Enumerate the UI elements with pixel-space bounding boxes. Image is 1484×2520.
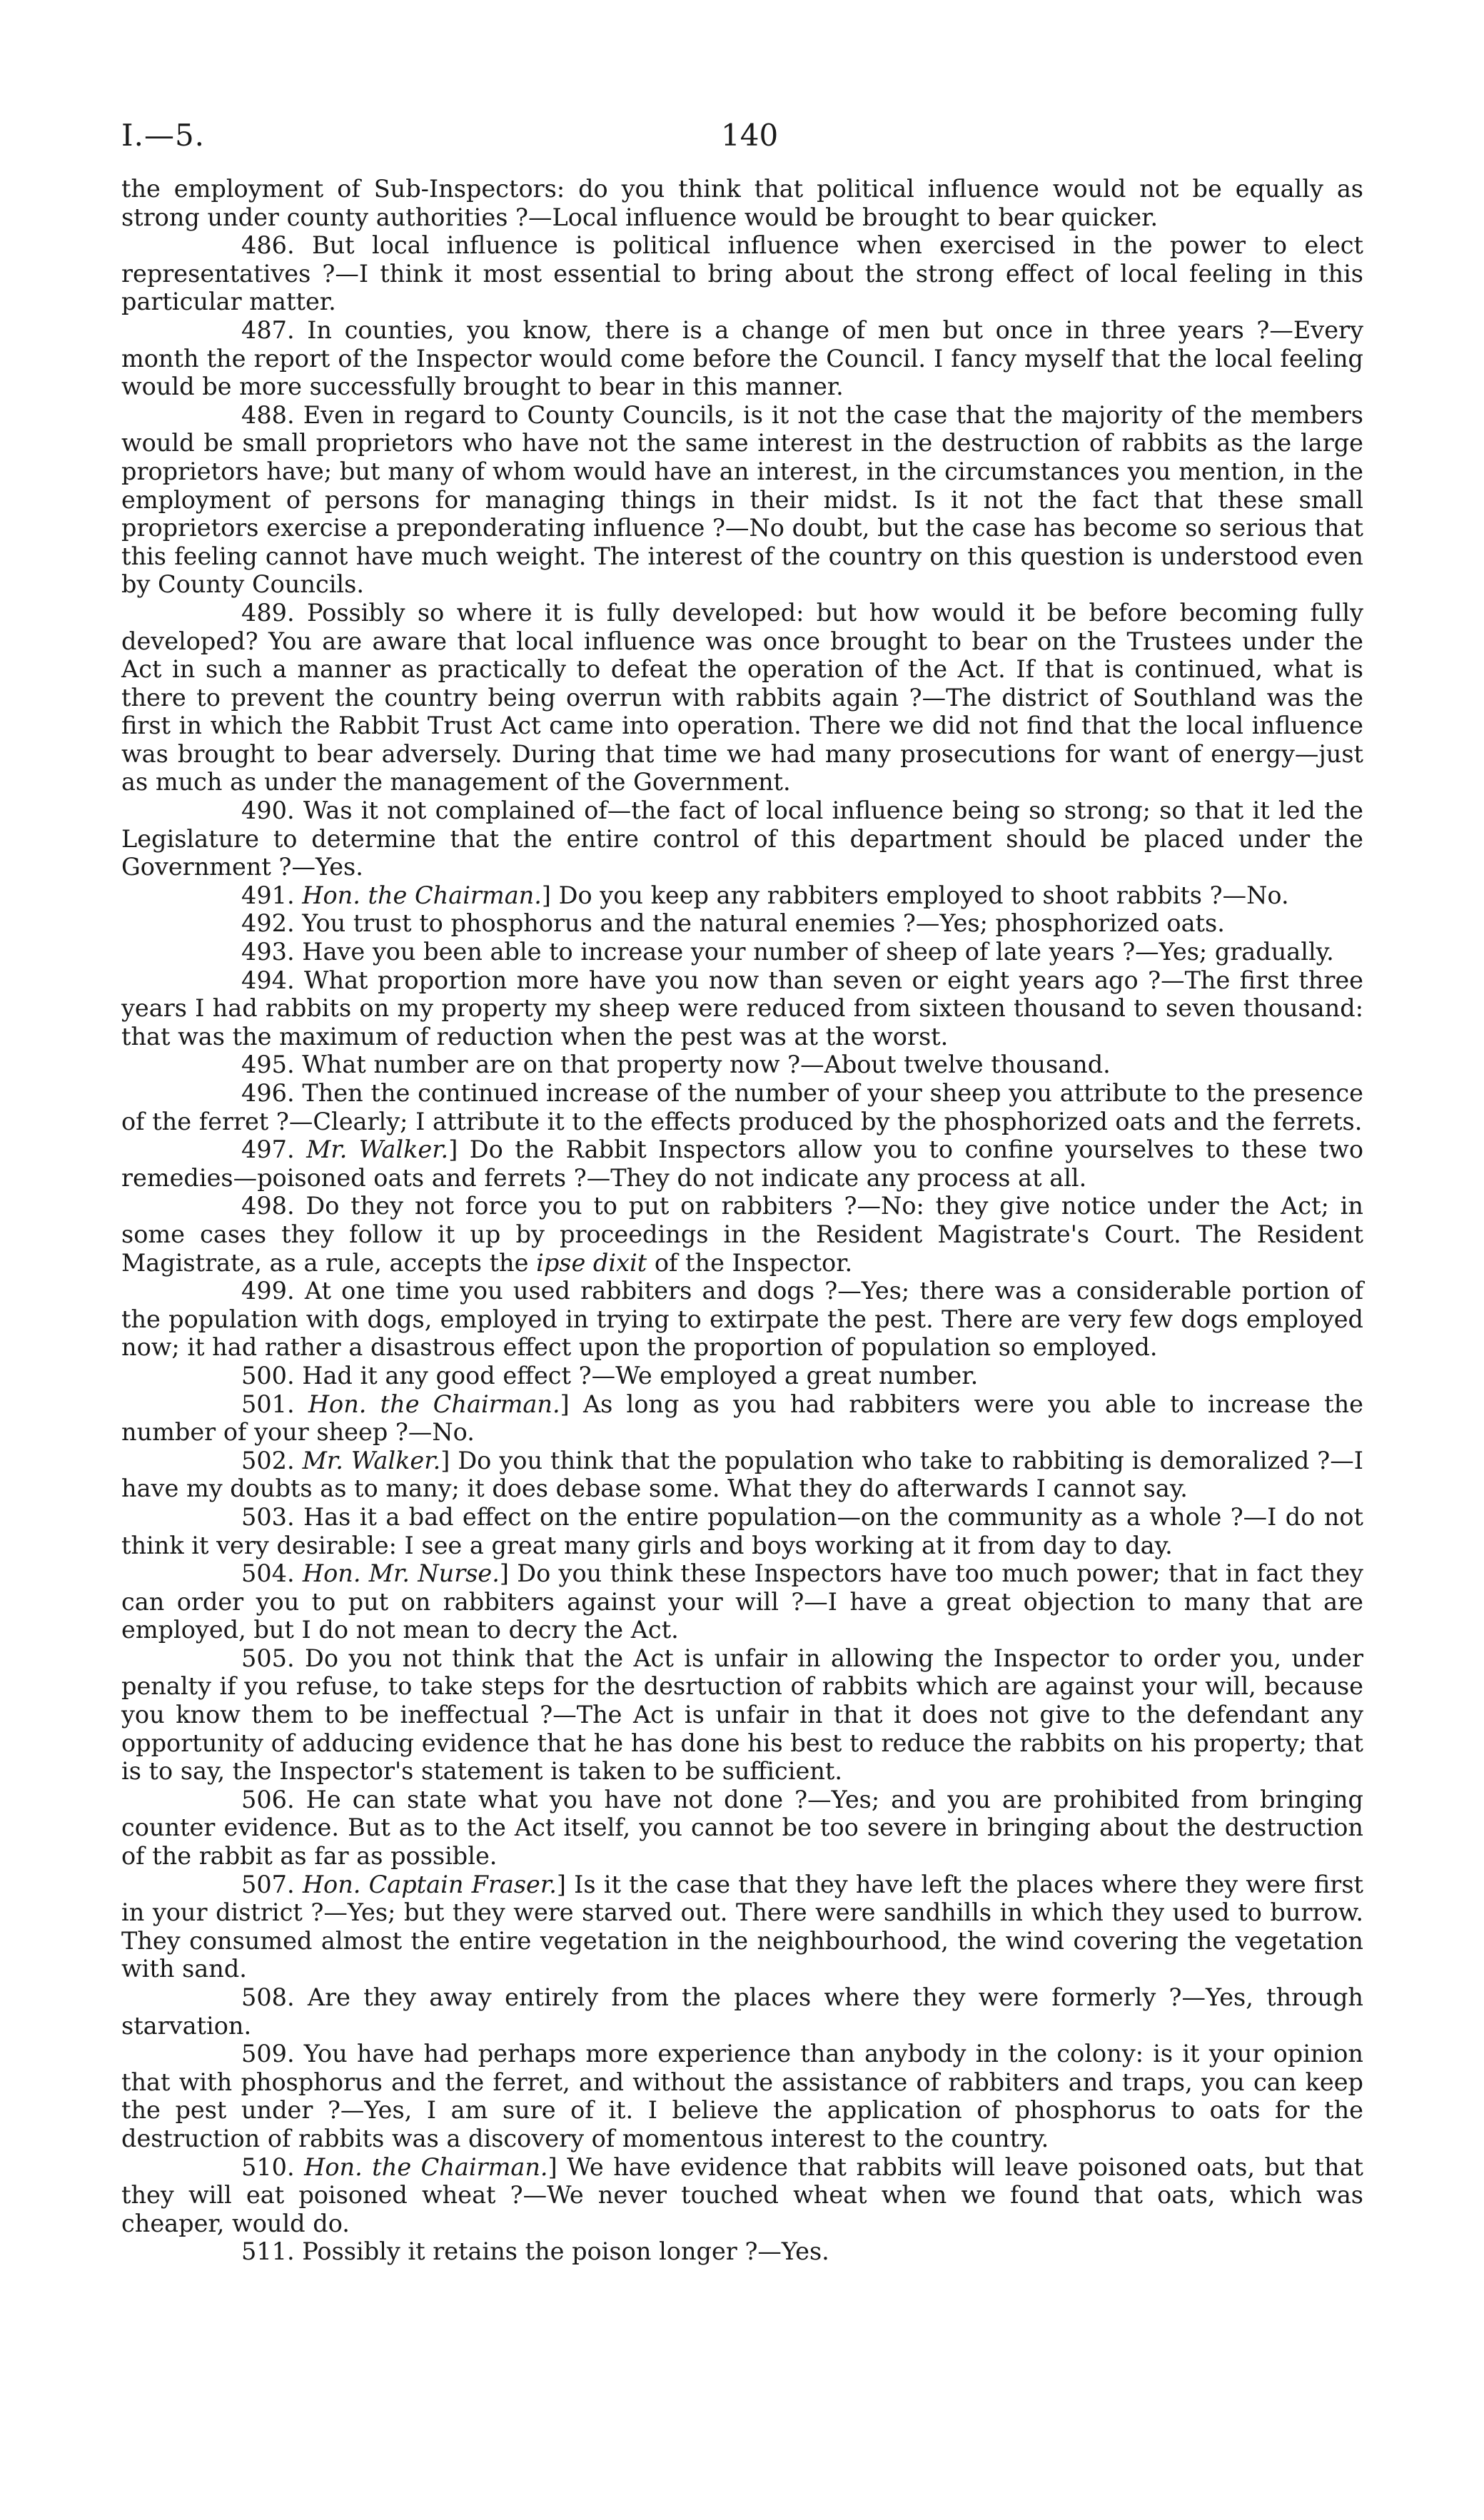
paragraph	[121, 2153, 1363, 2238]
page-header	[121, 118, 1363, 175]
text-segment: 489. Possibly so where it is fully developed: but how would it be before becoming fully developed? You are aware that local influence was once brought to bear on the Trustees under the Act in such a manner as practically to defeat the operation of the Act. If that is continued, what is there to prevent the country being overrun with rabbits again ?—The district of Southland was the first in which the Rabbit Trust Act came into operation. There we did not find that the local influence was brought to bear adversely. During that time we had many prosecutions for want of energy—just as much as under the management of the Government.	[121, 598, 1363, 796]
body-text	[121, 175, 1363, 2266]
document-page	[121, 118, 1363, 2266]
paragraph	[121, 796, 1363, 881]
italic-text-segment: Hon. the Chairman.	[304, 2152, 548, 2181]
text-segment: 493. Have you been able to increase your number of sheep of late years ?—Yes; gradually.	[241, 938, 1334, 966]
paragraph	[121, 1390, 1363, 1447]
paragraph	[121, 401, 1363, 599]
italic-text-segment: Mr. Walker.	[306, 1135, 449, 1164]
paragraph	[121, 1079, 1363, 1135]
text-segment: 507.	[241, 1870, 303, 1898]
text-segment: 509. You have had perhaps more experience than anybody in the colony: is it your opinion that with phosphorus and the ferret, and without the assistance of rabbiters and traps, you can keep the pest under ?—Yes, I am sure of it. I believe the application of phosphorus to oats for the destruction of rabbits was a discovery of momentous interest to the country.	[121, 2040, 1363, 2152]
paragraph	[121, 1362, 1363, 1390]
text-segment: 499. At one time you used rabbiters and dogs ?—Yes; there was a considerable portion of the population with dogs, employed in trying to extirpate the pest. There are very few dogs employed now; it had rather a disastrous effect upon the proportion of population so employed.	[121, 1277, 1363, 1362]
text-segment: 501.	[241, 1390, 308, 1418]
text-segment: of the Inspector.	[647, 1248, 853, 1277]
italic-text-segment: Hon. Mr. Nurse.	[302, 1559, 500, 1588]
paragraph	[121, 2040, 1363, 2152]
paragraph	[121, 1447, 1363, 1503]
document-reference: I.—5.	[121, 118, 206, 153]
paragraph	[121, 938, 1363, 966]
italic-text-segment: Mr. Walker.	[302, 1446, 441, 1474]
text-segment: 504.	[241, 1559, 303, 1588]
paragraph	[121, 909, 1363, 938]
text-segment: 511. Possibly it retains the poison longer ?—Yes.	[241, 2237, 829, 2266]
paragraph	[121, 966, 1363, 1051]
text-segment: 500. Had it any good effect ?—We employed a great number.	[241, 1361, 979, 1390]
text-segment: 488. Even in regard to County Councils, is it not the case that the majority of the members would be small proprietors who have not the same interest in the destruction of rabbits as the large proprietors have; but many of whom would have an interest, in the circumstances you mention, in the employment of persons for managing things in their midst. Is it not the fact that these small proprietors exercise a preponderating influence ?—No doubt, but the case has become so serious that this feeling cannot have much weight. The interest of the country on this question is understood even by County Councils.	[121, 400, 1363, 599]
paragraph	[121, 231, 1363, 316]
paragraph	[121, 316, 1363, 401]
italic-text-segment: Hon. the Chairman.	[302, 881, 542, 909]
text-segment: ] As long as you had rabbiters were you able to increase the number of your sheep ?—No.	[121, 1390, 1364, 1447]
text-segment: ] Do you think that the population who take to rabbiting is demoralized ?—I have my doubts as to many; it does debase some. What they do afterwards I cannot say.	[121, 1446, 1363, 1503]
paragraph	[121, 1644, 1363, 1786]
italic-text-segment: Hon. Captain Fraser.	[302, 1870, 557, 1898]
text-segment: ] Do you keep any rabbiters employed to shoot rabbits ?—No.	[541, 881, 1289, 909]
paragraph	[121, 1559, 1363, 1644]
text-segment: 487. In counties, you know, there is a change of men but once in three years ?—Every month the report of the Inspector would come before the Council. I fancy myself that the local feeling would be more successfully brought to bear in this manner.	[121, 315, 1363, 401]
text-segment: ] Do you think these Inspectors have too much power; that in fact they can order you to put on rabbiters against your will ?—I have a great objection to many that are employed, but I do not mean to decry the Act.	[121, 1559, 1363, 1644]
paragraph	[121, 1871, 1363, 1983]
text-segment: 506. He can state what you have not done ?—Yes; and you are prohibited from bringing counter evidence. But as to the Act itself, you cannot be too severe in bringing about the destruction of the rabbit as far as possible.	[121, 1785, 1363, 1871]
paragraph	[121, 1983, 1363, 2040]
page-number: 140	[721, 118, 779, 153]
paragraph	[121, 1277, 1363, 1362]
text-segment: 496. Then the continued increase of the number of your sheep you attribute to the presence of the ferret ?—Clearly; I attribute it to the effects produced by the phosphorized oats and the ferrets.	[121, 1079, 1363, 1135]
paragraph	[121, 1135, 1363, 1192]
paragraph	[121, 1051, 1363, 1079]
text-segment: 502.	[241, 1446, 303, 1474]
paragraph	[121, 881, 1363, 910]
paragraph	[121, 599, 1363, 796]
paragraph	[121, 2237, 1363, 2266]
text-segment: 510.	[241, 2152, 305, 2181]
text-segment: 495. What number are on that property now ?—About twelve thousand.	[241, 1051, 1111, 1079]
paragraph	[121, 1503, 1363, 1559]
italic-text-segment: ipse dixit	[536, 1248, 647, 1277]
text-segment: 503. Has it a bad effect on the entire population—on the community as a whole ?—I do not think it very desirable: I see a great many girls and boys working at it from day to day.	[121, 1502, 1363, 1559]
text-segment: 490. Was it not complained of—the fact of local influence being so strong; so that it led the Legislature to determine that the entire control of this department should be placed under the Government ?—Yes.	[121, 796, 1363, 881]
text-segment: ] We have evidence that rabbits will leave poisoned oats, but that they will eat poisoned wheat ?—We never touched wheat when we found that oats, which was cheaper, would do.	[121, 2152, 1363, 2237]
text-segment: ] Do the Rabbit Inspectors allow you to confine yourselves to these two remedies—poisoned oats and ferrets ?—They do not indicate any process at all.	[121, 1135, 1363, 1192]
text-segment: 497.	[241, 1135, 307, 1164]
text-segment: the employment of Sub-Inspectors: do you think that political influence would not be equally as strong under county authorities ?—Local influence would be brought to bear quicker.	[121, 175, 1363, 231]
paragraph	[121, 175, 1363, 231]
text-segment: ] Is it the case that they have left the places where they were first in your district ?—Yes; but they were starved out. There were sandhills in which they used to burrow. They consumed almost the entire vegetation in the neighbourhood, the wind covering the vegetation with sand.	[121, 1870, 1363, 1983]
text-segment: 508. Are they away entirely from the places where they were formerly ?—Yes, through starvation.	[121, 1983, 1363, 2040]
paragraph	[121, 1786, 1363, 1871]
text-segment: 505. Do you not think that the Act is unfair in allowing the Inspector to order you, under penalty if you refuse, to take steps for the desrtuction of rabbits which are against your will, because you know them to be ineffectual ?—The Act is unfair in that it does not give to the defendant any opportunity of adducing evidence that he has done his best to reduce the rabbits on his property; that is to say, the Inspector's statement is taken to be sufficient.	[121, 1644, 1363, 1786]
text-segment: 491.	[241, 881, 303, 909]
text-segment: 498. Do they not force you to put on rabbiters ?—No: they give notice under the Act; in some cases they follow it up by proceedings in the Resident Magistrate's Court. The Resident Magistrate, as a rule, accepts the	[121, 1192, 1363, 1277]
text-segment: 494. What proportion more have you now than seven or eight years ago ?—The first three years I had rabbits on my property my sheep were reduced from sixteen thousand to seven thousand: that was the maximum of reduction when the pest was at the worst.	[121, 966, 1363, 1051]
paragraph	[121, 1192, 1363, 1277]
italic-text-segment: Hon. the Chairman.	[308, 1390, 560, 1418]
text-segment: 486. But local influence is political influence when exercised in the power to elect representatives ?—I think it most essential to bring about the strong effect of local feeling in this particular matter.	[121, 231, 1363, 316]
text-segment: 492. You trust to phosphorus and the natural enemies ?—Yes; phosphorized oats.	[241, 909, 1225, 938]
